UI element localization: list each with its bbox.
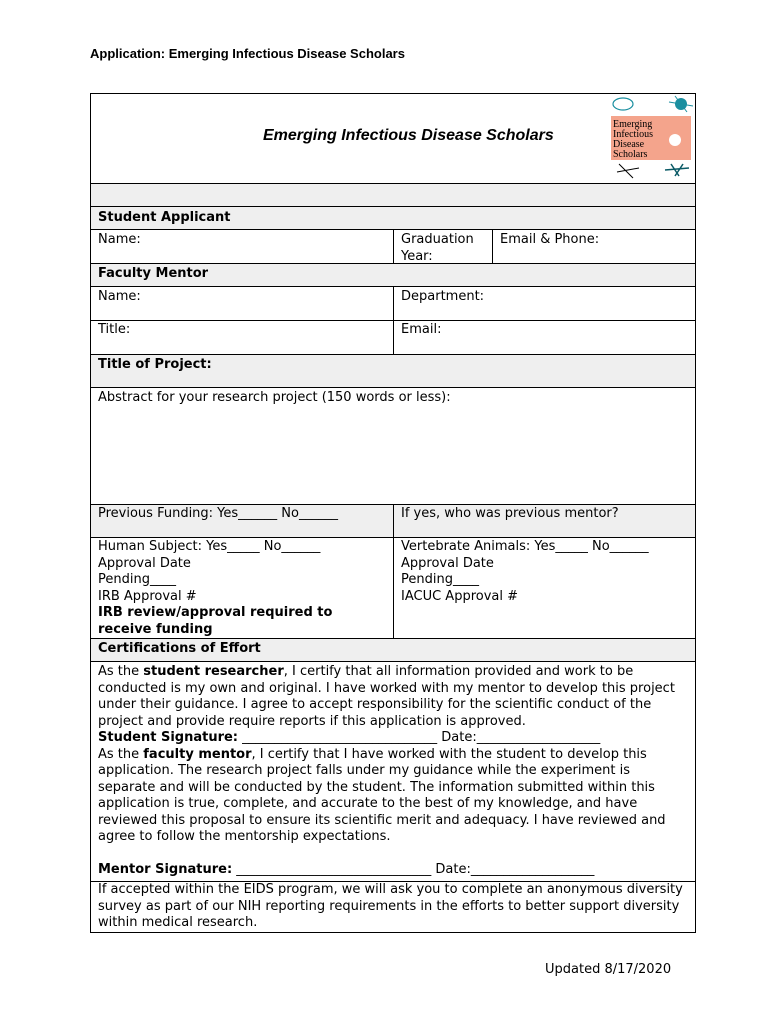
svg-text:Infectious: Infectious bbox=[613, 129, 653, 140]
email-phone-label: Email & Phone: bbox=[500, 232, 600, 247]
email-phone-field[interactable] bbox=[492, 230, 695, 263]
mentor-certification: As the faculty mentor, I certify that I have worked with the student to develop this application. The research project falls under my guidance while the experiment is separate and will be conducted by the student. The information submitted within this application is true, complete, and accurate to the best of my knowledge, and have reviewed this proposal to ensure its scientific merit and adequacy. I have reviewed and agree to follow the mentorship expectations. bbox=[98, 746, 666, 844]
funding-row bbox=[91, 505, 695, 538]
svg-text:Emerging: Emerging bbox=[613, 119, 653, 130]
faculty-name-row bbox=[91, 287, 695, 321]
faculty-title-field[interactable] bbox=[91, 321, 393, 354]
approval-date-label: Approval Date bbox=[98, 555, 191, 571]
human-subject-line: Human Subject: Yes_____ No______ bbox=[98, 539, 321, 554]
student-certification: As the student researcher, I certify that all information provided and work to be conducted is my own and original. I have worked with my mentor to develop this project under their guidance. I agree to accept responsibility for the scientific conduct of the project and provide require reports if this application is approved. bbox=[98, 664, 675, 729]
previous-mentor-label: If yes, who was previous mentor? bbox=[401, 506, 619, 521]
irb-note: IRB review/approval required to receive funding bbox=[98, 605, 333, 637]
student-name-label: Name: bbox=[98, 232, 141, 247]
department-field[interactable] bbox=[393, 287, 695, 320]
survey-row bbox=[91, 882, 695, 932]
certifications-body bbox=[91, 662, 695, 881]
project-title-label: Title of Project: bbox=[98, 357, 212, 372]
pending-label: Pending____ bbox=[98, 572, 176, 587]
faculty-section-header bbox=[91, 264, 695, 287]
faculty-name-field[interactable] bbox=[91, 287, 393, 320]
vertebrate-approval-date-label: Approval Date bbox=[401, 555, 494, 571]
student-signature[interactable]: Student Signature: ______________________________ Date:___________________ bbox=[98, 730, 601, 745]
iacuc-approval-label: IACUC Approval # bbox=[401, 588, 519, 604]
irb-approval-label: IRB Approval # bbox=[98, 588, 197, 604]
application-form bbox=[90, 93, 696, 933]
vertebrate-line: Vertebrate Animals: Yes_____ No______ bbox=[401, 539, 649, 554]
updated-date: Updated 8/17/2020 bbox=[545, 962, 672, 977]
student-section-label: Student Applicant bbox=[98, 210, 231, 225]
graduation-year-field[interactable] bbox=[393, 230, 492, 263]
previous-mentor-field[interactable] bbox=[393, 505, 695, 537]
faculty-section-label: Faculty Mentor bbox=[98, 266, 209, 281]
mentor-signature[interactable]: Mentor Signature: ______________________________ Date:___________________ bbox=[98, 861, 595, 877]
form-title: Emerging Infectious Disease Scholars bbox=[263, 127, 554, 144]
student-info-row bbox=[91, 230, 695, 264]
previous-funding-field[interactable] bbox=[91, 505, 393, 537]
student-name-field[interactable] bbox=[91, 230, 393, 263]
human-subject-field[interactable] bbox=[91, 538, 393, 638]
svg-text:Scholars: Scholars bbox=[613, 149, 648, 160]
eids-logo bbox=[609, 94, 695, 182]
faculty-email-label: Email: bbox=[401, 322, 442, 337]
project-title-row bbox=[91, 355, 695, 388]
abstract-row bbox=[91, 388, 695, 505]
department-label: Department: bbox=[401, 289, 485, 304]
previous-funding-label: Previous Funding: Yes______ No______ bbox=[98, 506, 338, 521]
svg-text:Disease: Disease bbox=[613, 139, 645, 150]
project-title-field[interactable] bbox=[91, 355, 695, 387]
faculty-title-label: Title: bbox=[98, 322, 131, 337]
certifications-label: Certifications of Effort bbox=[98, 641, 261, 656]
spacer-row bbox=[91, 184, 695, 207]
survey-note: If accepted within the EIDS program, we will ask you to complete an anonymous diversity survey as part of our NIH reporting requirements in the efforts to better support diversity within medical research. bbox=[98, 882, 683, 930]
vertebrate-pending-label: Pending____ bbox=[401, 572, 479, 587]
certifications-header bbox=[91, 639, 695, 662]
student-section-header bbox=[91, 207, 695, 230]
faculty-title-row bbox=[91, 321, 695, 355]
faculty-name-label: Name: bbox=[98, 289, 141, 304]
abstract-label: Abstract for your research project (150 words or less): bbox=[98, 390, 451, 405]
compliance-row bbox=[91, 538, 695, 639]
title-row bbox=[91, 94, 695, 184]
faculty-email-field[interactable] bbox=[393, 321, 695, 354]
graduation-year-label: Graduation Year: bbox=[401, 232, 474, 264]
page-header: Application: Emerging Infectious Disease Scholars bbox=[90, 46, 405, 61]
abstract-field[interactable] bbox=[91, 388, 695, 504]
certifications-row bbox=[91, 662, 695, 882]
vertebrate-animals-field[interactable] bbox=[393, 538, 695, 638]
